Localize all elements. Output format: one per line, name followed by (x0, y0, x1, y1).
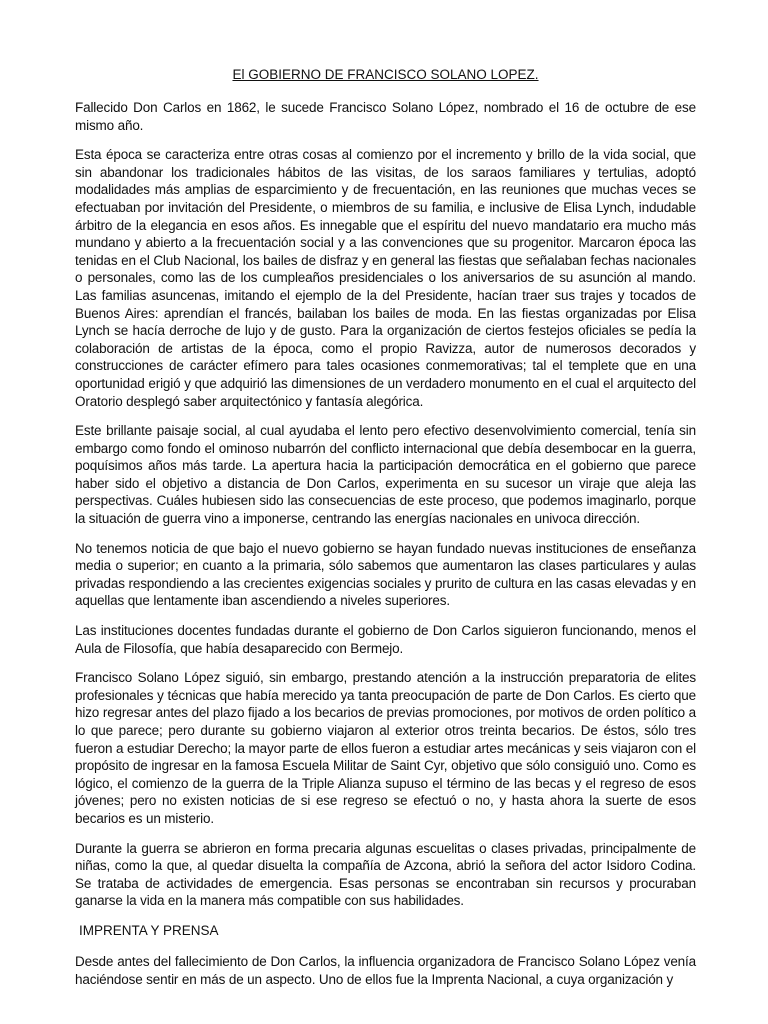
paragraph: Este brillante paisaje social, al cual ayudaba el lento pero efectivo desenvolvimiento comercial, tenía sin embargo como fondo el ominoso nubarrón del conflicto internacional que debía desembocar en la guerra, poquísimos años más tarde. La apertura hacia la participación democrática en el gobierno que parece haber sido el objetivo a distancia de Don Carlos, experimenta en su sucesor un viraje que aleja las perspectivas. Cuáles hubiesen sido las consecuencias de este proceso, que podemos imaginarlo, porque la situación de guerra vino a imponerse, centrando las energías nacionales en univoca dirección. (75, 423, 696, 527)
paragraph: Desde antes del fallecimiento de Don Carlos, la influencia organizadora de Francisco Solano López venía haciéndose sentir en más de un aspecto. Uno de ellos fue la Imprenta Nacional, a cuya organización y (75, 953, 696, 987)
paragraph: Las instituciones docentes fundadas durante el gobierno de Don Carlos siguieron funcionando, menos el Aula de Filosofía, que había desaparecido con Bermejo. (75, 623, 696, 656)
document-title: El GOBIERNO DE FRANCISCO SOLANO LOPEZ. (232, 67, 539, 82)
paragraph: No tenemos noticia de que bajo el nuevo gobierno se hayan fundado nuevas instituciones de enseñanza media o superior; en cuanto a la primaria, sólo sabemos que aumentaron las clases particulares y aulas privadas respondiendo a las crecientes exigencias sociales y prurito de cultura en las casas elevadas y en aquellas que lentamente iban ascendiendo a niveles superiores. (75, 540, 696, 609)
paragraph: Durante la guerra se abrieron en forma precaria algunas escuelitas o clases privadas, principalmente de niñas, como la que, al quedar disuelta la compañía de Azcona, abrió la señora del actor Isidoro Codina. Se trataba de actividades de emergencia. Esas personas se encontraban sin recursos y procuraban ganarse la vida en la manera más compatible con sus habilidades. (75, 840, 696, 909)
paragraph: Fallecido Don Carlos en 1862, le sucede Francisco Solano López, nombrado el 16 de octubre de ese mismo año. (75, 100, 696, 133)
paragraph: Esta época se caracteriza entre otras cosas al comienzo por el incremento y brillo de la vida social, que sin abandonar los tradicionales hábitos de las visitas, de los saraos familiares y tertulias, adoptó modalidades más amplias de esparcimiento y de frecuentación, en las reuniones que muchas veces se efectuaban por invitación del Presidente, o miembros de su familia, e inclusive de Elisa Lynch, indudable árbitro de la elegancia en esos años. Es innegable que el espíritu del nuevo mandatario era mucho más mundano y abierto a la frecuentación social y a las convenciones que su progenitor. Marcaron época las tenidas en el Club Nacional, los bailes de disfraz y en general las fiestas que señalaban fechas nacionales o personales, como las de los cumpleaños presidenciales o los aniversarios de su asunción al mando. Las familias asuncenas, imitando el ejemplo de la del Presidente, hacían traer sus trajes y tocados de Buenos Aires: aprendían el francés, bailaban los bailes de moda. En las fiestas organizadas por Elisa Lynch se hacía derroche de lujo y de gusto. Para la organización de ciertos festejos oficiales se pedía la colaboración de artistas de la época, como el propio Ravizza, autor de numerosos decorados y construcciones de carácter efímero para tales ocasiones conmemorativas; tal el templete que en una oportunidad erigió y que adquirió las dimensiones de un verdadero monumento en el cual el arquitecto del Oratorio desplegó saber arquitectónico y fantasía alegórica. (75, 147, 696, 409)
paragraph: Francisco Solano López siguió, sin embargo, prestando atención a la instrucción preparatoria de elites profesionales y técnicas que había merecido ya tanta preocupación de parte de Don Carlos. Es cierto que hizo regresar antes del plazo fijado a los becarios de previas promociones, por motivos de orden político a lo que parece; pero durante su gobierno viajaron al exterior otros treinta becarios. De éstos, sólo tres fueron a estudiar Derecho; la mayor parte de ellos fueron a estudiar artes mecánicas y seis viajaron con el propósito de ingresar en la famosa Escuela Militar de Saint Cyr, objetivo que sólo consiguió uno. Como es lógico, el comienzo de la guerra de la Triple Alianza supuso el término de las becas y el regreso de esos jóvenes; pero no existen noticias de si ese regreso se efectuó o no, y hasta ahora la suerte de esos becarios es un misterio. (75, 670, 696, 826)
section-heading: IMPRENTA Y PRENSA (79, 922, 219, 938)
